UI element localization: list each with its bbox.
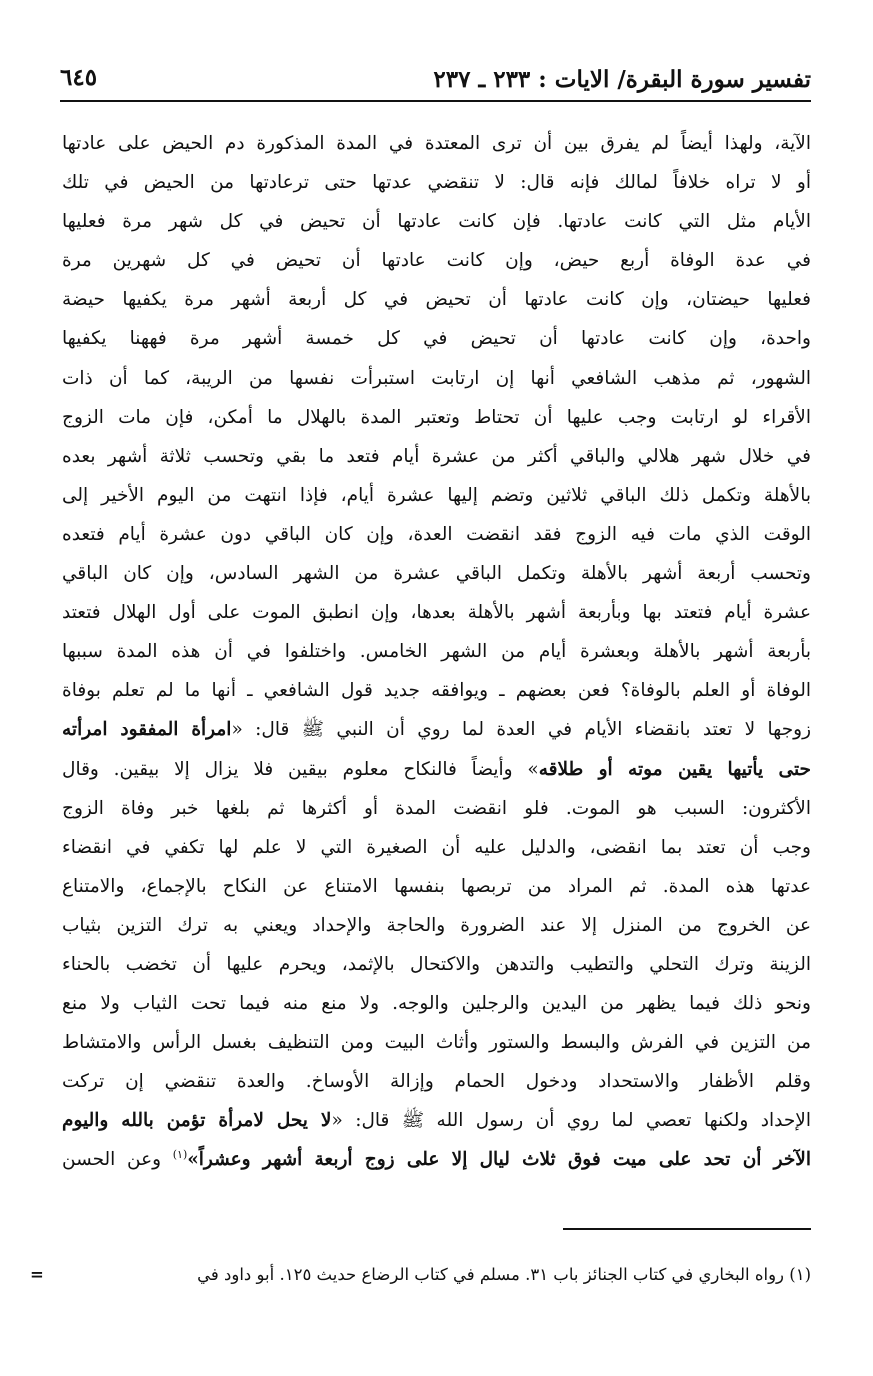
- footnote-ref[interactable]: (١): [172, 1148, 188, 1162]
- text-line: [62, 710, 811, 749]
- text-line: عشرة أيام فتعتد بها وبأربعة أشهر بالأهلة بعدها، وإن انطبق الموت على أول الهلال فتعتد: [62, 602, 811, 624]
- text-line: [62, 1101, 811, 1140]
- text-line: بأربعة أشهر بالأهلة وبعشرة أيام من الشهر الخامس. واختلفوا في أن هذه المدة سببها: [62, 641, 811, 663]
- text-line: بالأهلة وتكمل ذلك الباقي ثلاثين وتضم إليها عشرة أيام، فإذا انتهت من اليوم الأخير إلى: [62, 484, 811, 506]
- footnote-text: (١) رواه البخاري في كتاب الجنائز باب ٣١. مسلم في كتاب الرضاع حديث ١٢٥. أبو داود في: [197, 1265, 811, 1284]
- text-line: [62, 750, 811, 789]
- running-title: تفسير سورة البقرة/ الايات : ٢٣٣ ـ ٢٣٧: [433, 66, 811, 93]
- text-segment: زوجها لا تعتد بانقضاء الأيام في العدة لما روي أن النبي ﷺ قال: «: [231, 719, 811, 741]
- footnote: [30, 1260, 811, 1290]
- text-line: عن الخروج من المنزل إلا عند الضرورة والحاجة والإحداد ويعني به ترك التزين بثياب: [62, 914, 811, 936]
- page-header: [60, 58, 811, 102]
- footnote-continuation-mark: =: [30, 1265, 44, 1284]
- text-line: فعليها حيضتان، وإن كانت عادتها أن تحيض في كل أربعة أشهر مرة يكفيها حيضة: [62, 289, 811, 311]
- text-line: الأكثرون: السبب هو الموت. فلو انقضت المدة أو أكثرها ثم بلغها خبر وفاة الزوج: [62, 797, 811, 819]
- text-line: [62, 1140, 811, 1179]
- text-line: أو لا تراه خلافاً لمالك فإنه قال: لا تنقضي عدتها حتى ترعادتها من الحيض في تلك: [62, 172, 811, 194]
- text-line: عدتها هذه المدة. ثم المراد من تربصها بنفسها الامتناع عن النكاح بالإجماع، والامتناع: [62, 875, 811, 897]
- hadith-quote: لا يحل لامرأة تؤمن بالله واليوم: [62, 1110, 332, 1132]
- text-line: الوقت الذي مات فيه الزوج فقد انقضت العدة، وإن كان الباقي دون عشرة أيام فتعده: [62, 523, 811, 545]
- page-number: ٦٤٥: [60, 64, 98, 91]
- text-line: وجب أن تعتد بما انقضى، والدليل عليه أن الصغيرة التي لا علم لها تكفي في انقضاء: [62, 836, 811, 858]
- text-line: في عدة الوفاة أربع حيض، وإن كانت عادتها أن تحيض في كل شهرين مرة: [62, 250, 811, 272]
- text-segment: وعن الحسن: [62, 1149, 173, 1171]
- hadith-quote: حتى يأتيها يقين موته أو طلاقه: [538, 758, 811, 780]
- text-line: الأقراء لو ارتابت وجب عليها أن تحتاط وتعتبر المدة بالهلال ما أمكن، فإن مات الزوج: [62, 406, 811, 428]
- text-line: الوفاة أو العلم بالوفاة؟ فعن بعضهم ـ ويوافقه جديد قول الشافعي ـ أنها ما لم تعلم بوفاة: [62, 680, 811, 702]
- header-divider: [60, 100, 811, 102]
- text-segment: الإحداد ولكنها تعصي لما روي أن رسول الله ﷺ قال: «: [331, 1110, 811, 1132]
- text-line: وقلم الأظفار والاستحداد ودخول الحمام وإزالة الأوساخ. والعدة تنقضي إن تركت: [62, 1071, 811, 1093]
- hadith-quote: امرأة المفقود امرأته: [62, 719, 232, 741]
- hadith-quote: الآخر أن تحد على ميت فوق ثلاث ليال إلا على زوج أربعة أشهر وعشراً: [198, 1149, 811, 1171]
- footnote-divider: [563, 1228, 811, 1230]
- text-line: من التزين في الفرش والبسط والستور وأثاث البيت ومن التنظيف بغسل الرأس والامتشاط: [62, 1032, 811, 1054]
- text-segment: » وأيضاً فالنكاح معلوم بيقين فلا يزال إلا بيقين. وقال: [62, 758, 539, 780]
- text-line: الآية، ولهذا أيضاً لم يفرق بين أن ترى المعتدة في المدة المذكورة دم الحيض على عادتها: [62, 133, 811, 154]
- text-line: وتحسب أربعة أشهر بالأهلة وتكمل الباقي عشرة من الشهر السادس، وإن كان الباقي: [62, 563, 811, 585]
- text-line: في خلال شهر هلالي والباقي أكثر من عشرة أيام فتعد ما بقي وتحسب ثلاثة أشهر بعده: [62, 445, 811, 467]
- text-line: ونحو ذلك فيما يظهر من اليدين والرجلين والوجه. ولا منع منه فيما تحت الثياب ولا منع: [62, 993, 811, 1015]
- text-line: الأيام مثل التي كانت عادتها. فإن كانت عادتها أن تحيض في كل شهر مرة فعليها: [62, 211, 811, 233]
- text-line: الزينة وترك التحلي والتطيب والتدهن والاكتحال بالإثمد، ويحرم عليها أن تخضب بالحناء: [62, 953, 811, 975]
- text-line: واحدة، وإن كانت عادتها أن تحيض في كل خمسة أشهر مرة فههنا يكفيها: [62, 328, 811, 350]
- main-text: [62, 124, 811, 1180]
- text-line: الشهور، ثم مذهب الشافعي أنها إن ارتابت استبرأت نفسها من الريبة، كما أن ذات: [62, 367, 811, 389]
- text-segment: »: [187, 1149, 199, 1171]
